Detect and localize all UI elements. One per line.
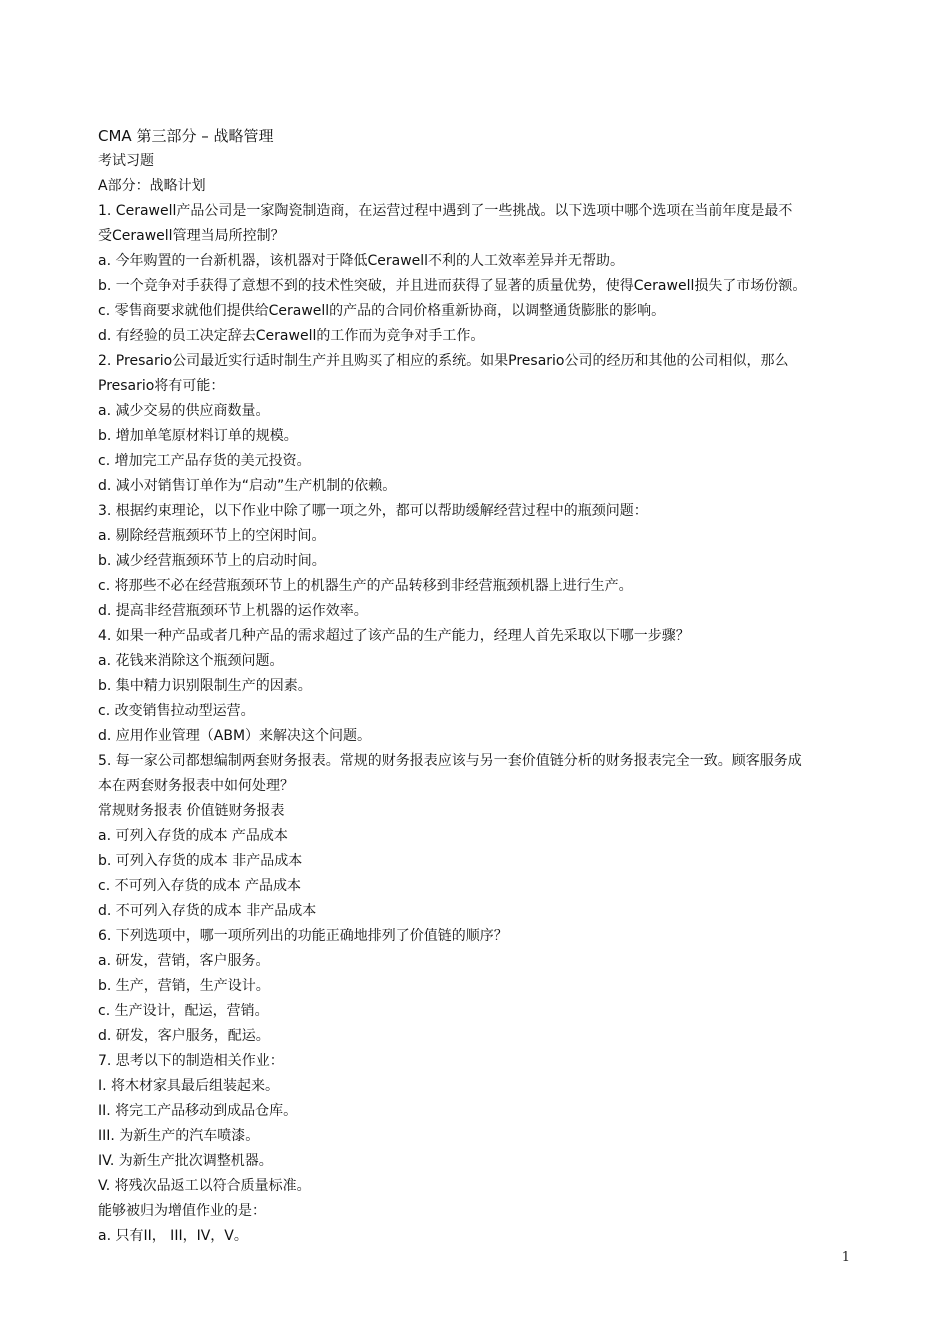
text-line: c. 增加完工产品存货的美元投资。 [98,453,311,469]
text-line: c. 改变销售拉动型运营。 [98,703,255,719]
text-line: a. 研发，营销，客户服务。 [98,953,270,969]
text-line: a. 剔除经营瓶颈环节上的空闲时间。 [98,528,326,544]
text-line: b. 可列入存货的成本 非产品成本 [98,853,303,869]
text-line: a. 减少交易的供应商数量。 [98,403,270,419]
text-line: 2. Presario公司最近实行适时制生产并且购买了相应的系统。如果Presario公司的经历和其他的公司相似，那么 [98,353,789,369]
section-heading: A部分：战略计划 [98,178,206,194]
text-line: d. 提高非经营瓶颈环节上机器的运作效率。 [98,603,368,619]
text-line: II. 将完工产品移动到成品仓库。 [98,1103,298,1119]
text-line: b. 集中精力识别限制生产的因素。 [98,678,312,694]
text-line: d. 不可列入存货的成本 非产品成本 [98,903,317,919]
text-line: IV. 为新生产批次调整机器。 [98,1153,273,1169]
text-line: 4. 如果一种产品或者几种产品的需求超过了该产品的生产能力，经理人首先采取以下哪一步骤？ [98,628,690,644]
text-line: a. 只有II， III，IV，V。 [98,1228,248,1244]
question-list [98,199,858,1249]
text-line: a. 今年购置的一台新机器，该机器对于降低Cerawell不利的人工效率差异并无帮助。 [98,253,625,269]
document-title: CMA 第三部分 – 战略管理 [98,127,274,145]
text-line: b. 增加单笔原材料订单的规模。 [98,428,298,444]
text-line: 5. 每一家公司都想编制两套财务报表。常规的财务报表应该与另一套价值链分析的财务报表完全一致。顾客服务成 [98,753,802,769]
text-line: 1. Cerawell产品公司是一家陶瓷制造商，在运营过程中遇到了一些挑战。以下选项中哪个选项在当前年度是最不 [98,203,793,219]
text-line: d. 研发，客户服务，配运。 [98,1028,270,1044]
text-line: I. 将木材家具最后组装起来。 [98,1078,280,1094]
text-line: 受Cerawell管理当局所控制？ [98,228,285,244]
text-line: c. 生产设计，配运，营销。 [98,1003,269,1019]
text-line: 7. 思考以下的制造相关作业： [98,1053,284,1069]
document-subtitle: 考试习题 [98,153,154,169]
text-line: III. 为新生产的汽车喷漆。 [98,1128,260,1144]
text-line: 6. 下列选项中，哪一项所列出的功能正确地排列了价值链的顺序？ [98,928,508,944]
text-line: 常规财务报表 价值链财务报表 [98,803,285,819]
text-line: d. 有经验的员工决定辞去Cerawell的工作而为竞争对手工作。 [98,328,485,344]
text-line: 3. 根据约束理论，以下作业中除了哪一项之外，都可以帮助缓解经营过程中的瓶颈问题： [98,503,648,519]
text-line: b. 一个竞争对手获得了意想不到的技术性突破，并且进而获得了显著的质量优势，使得Cerawell损失了市场份额。 [98,278,807,294]
text-line: a. 可列入存货的成本 产品成本 [98,828,288,844]
text-line: V. 将残次品返工以符合质量标准。 [98,1178,311,1194]
text-line: c. 将那些不必在经营瓶颈环节上的机器生产的产品转移到非经营瓶颈机器上进行生产。 [98,578,633,594]
text-line: d. 减小对销售订单作为“启动”生产机制的依赖。 [98,478,397,494]
text-line: b. 减少经营瓶颈环节上的启动时间。 [98,553,326,569]
text-line: a. 花钱来消除这个瓶颈问题。 [98,653,284,669]
text-line: 能够被归为增值作业的是： [98,1203,266,1219]
text-line: c. 零售商要求就他们提供给Cerawell的产品的合同价格重新协商，以调整通货膨胀的影响。 [98,303,666,319]
text-line: b. 生产，营销，生产设计。 [98,978,270,994]
document-body [98,124,858,1249]
text-line: Presario将有可能： [98,378,225,394]
page-number: 1 [841,1250,850,1265]
text-line: 本在两套财务报表中如何处理？ [98,778,294,794]
text-line: c. 不可列入存货的成本 产品成本 [98,878,302,894]
text-line: d. 应用作业管理（ABM）来解决这个问题。 [98,728,372,744]
